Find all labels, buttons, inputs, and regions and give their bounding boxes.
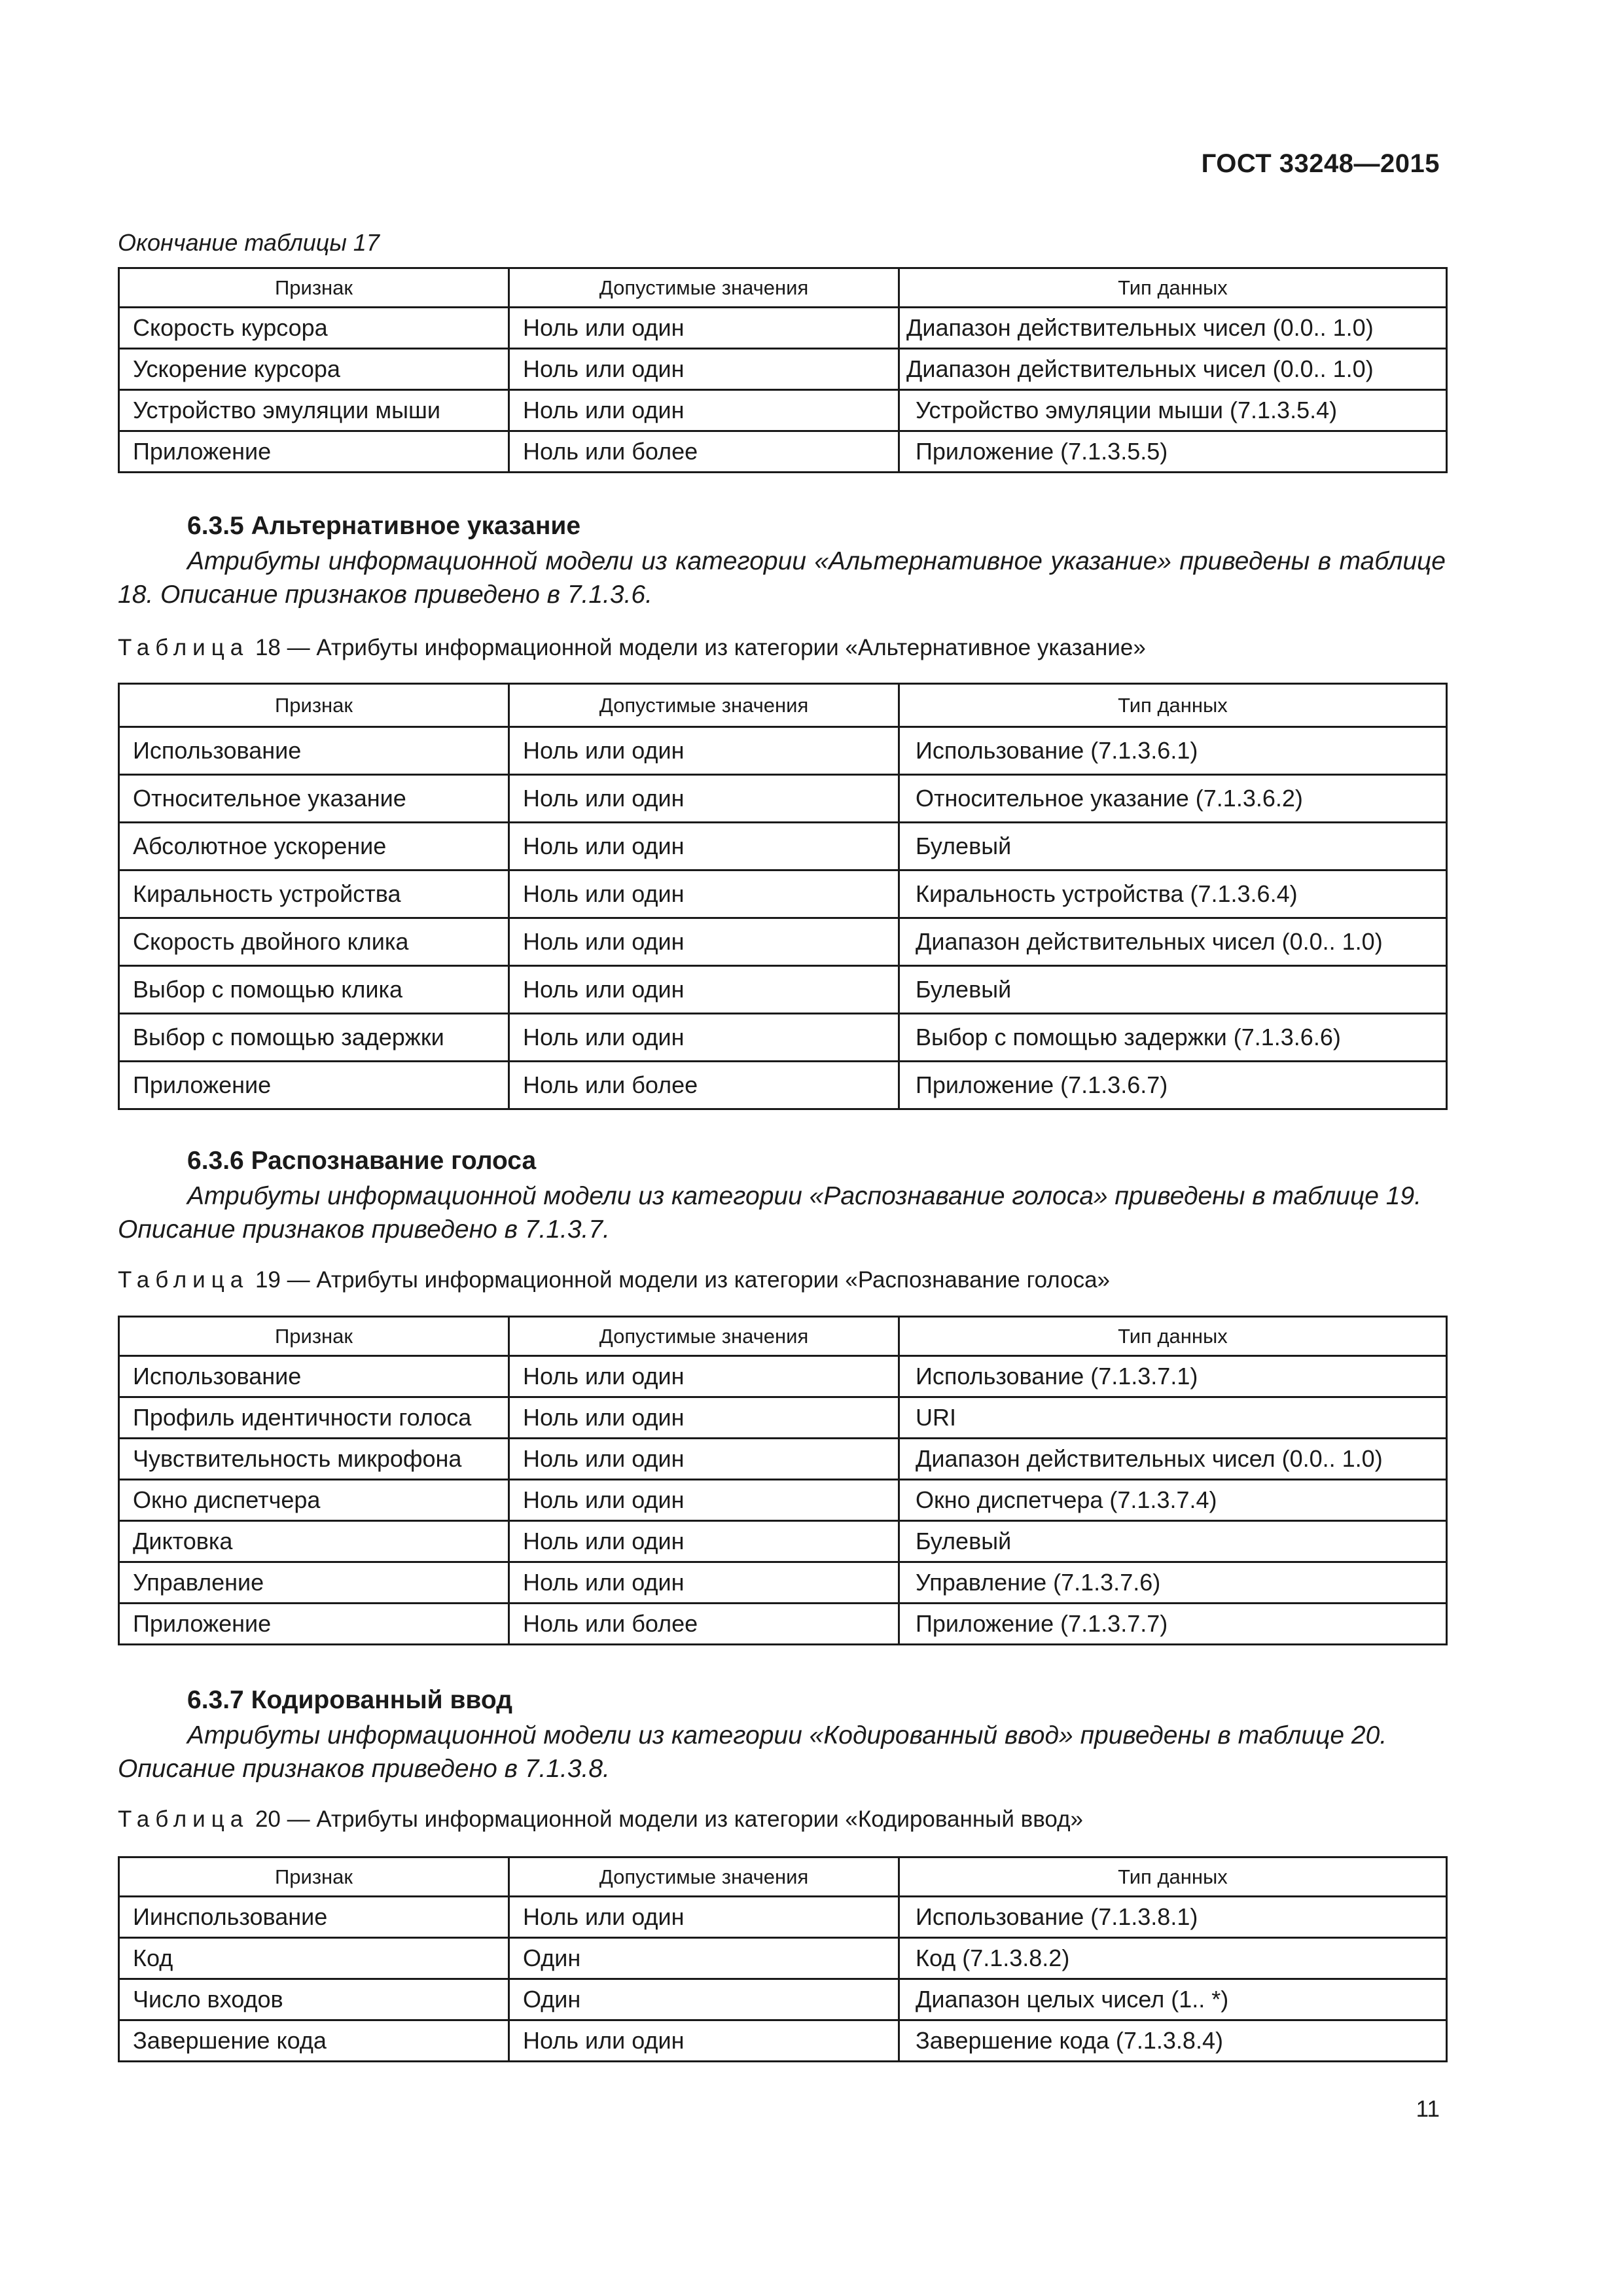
table-cell: Булевый: [899, 966, 1447, 1014]
table-row: [119, 1397, 1447, 1439]
table-caption-text: 19 — Атрибуты информационной модели из категории «Распознавание голоса»: [255, 1267, 1111, 1293]
table-cell: Ноль или один: [509, 966, 899, 1014]
table-cell: Использование (7.1.3.6.1): [899, 727, 1447, 775]
table-cell: Приложение: [119, 1604, 509, 1645]
table-cell: Ноль или один: [509, 1562, 899, 1604]
table-cell: Булевый: [899, 1521, 1447, 1562]
column-header: Признак: [119, 1317, 509, 1356]
table-cell: Диапазон действительных чисел (0.0.. 1.0): [899, 918, 1447, 966]
table-row: [119, 918, 1447, 966]
table-row: [119, 966, 1447, 1014]
table-cell: Приложение (7.1.3.6.7): [899, 1062, 1447, 1109]
table-cell: Абсолютное ускорение: [119, 823, 509, 870]
table-cell: Ноль или один: [509, 727, 899, 775]
table-cell: Ускорение курсора: [119, 349, 509, 390]
table-19: [118, 1316, 1448, 1645]
table-cell: Диапазон действительных чисел (0.0.. 1.0): [899, 349, 1447, 390]
column-header: Тип данных: [899, 684, 1447, 727]
table-cell: Киральность устройства: [119, 870, 509, 918]
table-cell: URI: [899, 1397, 1447, 1439]
table-cell: Код (7.1.3.8.2): [899, 1938, 1447, 1979]
column-header: Тип данных: [899, 1317, 1447, 1356]
table-cell: Ноль или один: [509, 1521, 899, 1562]
table-row: [119, 1604, 1447, 1645]
table-cell: Завершение кода (7.1.3.8.4): [899, 2020, 1447, 2062]
table-cell: Чувствительность микрофона: [119, 1439, 509, 1480]
table-cell: Киральность устройства (7.1.3.6.4): [899, 870, 1447, 918]
table-row: [119, 1356, 1447, 1397]
table-row: [119, 1979, 1447, 2020]
section-title: 6.3.5 Альтернативное указание: [187, 512, 581, 540]
column-header: Допустимые значения: [509, 1857, 899, 1897]
table-cell: Диапазон действительных чисел (0.0.. 1.0): [899, 308, 1447, 349]
table-cell: Иинспользование: [119, 1897, 509, 1938]
table-cell: Ноль или один: [509, 1014, 899, 1062]
table-row: [119, 775, 1447, 823]
table-cell: Приложение (7.1.3.5.5): [899, 431, 1447, 473]
table-17: [118, 267, 1448, 473]
table-cell: Приложение: [119, 1062, 509, 1109]
table-cell: Использование (7.1.3.8.1): [899, 1897, 1447, 1938]
table-caption: [118, 1806, 1083, 1833]
table-cell: Управление: [119, 1562, 509, 1604]
table-18: [118, 683, 1448, 1110]
table-cell: Относительное указание (7.1.3.6.2): [899, 775, 1447, 823]
table-row: [119, 431, 1447, 473]
table-cell: Ноль или один: [509, 390, 899, 431]
table-label: Таблица: [118, 1267, 249, 1293]
table-cell: Ноль или один: [509, 918, 899, 966]
column-header: Допустимые значения: [509, 268, 899, 308]
section-title: 6.3.6 Распознавание голоса: [187, 1147, 537, 1175]
table-cell: Завершение кода: [119, 2020, 509, 2062]
table-cell: Скорость двойного клика: [119, 918, 509, 966]
table-cell: Ноль или один: [509, 870, 899, 918]
table17-caption: Окончание таблицы 17: [118, 229, 380, 256]
table-row: [119, 870, 1447, 918]
table-cell: Диапазон целых чисел (1.. *): [899, 1979, 1447, 2020]
table-cell: Ноль или один: [509, 775, 899, 823]
table-cell: Выбор с помощью клика: [119, 966, 509, 1014]
table-cell: Ноль или более: [509, 1604, 899, 1645]
table-row: [119, 1562, 1447, 1604]
table-row: [119, 2020, 1447, 2062]
table-cell: Булевый: [899, 823, 1447, 870]
table-cell: Число входов: [119, 1979, 509, 2020]
table-cell: Скорость курсора: [119, 308, 509, 349]
table-cell: Ноль или один: [509, 1439, 899, 1480]
table-cell: Окно диспетчера (7.1.3.7.4): [899, 1480, 1447, 1521]
table-row: [119, 1439, 1447, 1480]
section-paragraph: Атрибуты информационной модели из категории «Распознавание голоса» приведены в таблице 19. Описание признаков приведено в 7.1.3.7.: [118, 1182, 1421, 1244]
table-cell: Ноль или один: [509, 308, 899, 349]
column-header: Тип данных: [899, 1857, 1447, 1897]
table-cell: Относительное указание: [119, 775, 509, 823]
table-caption-text: 18 — Атрибуты информационной модели из категории «Альтернативное указание»: [255, 635, 1146, 660]
column-header: Допустимые значения: [509, 1317, 899, 1356]
table-cell: Один: [509, 1979, 899, 2020]
table-row: [119, 349, 1447, 390]
table-label: Таблица: [118, 1806, 249, 1832]
column-header: Признак: [119, 268, 509, 308]
column-header: Допустимые значения: [509, 684, 899, 727]
table-cell: Ноль или один: [509, 349, 899, 390]
table-caption: [118, 635, 1146, 661]
table-20: [118, 1856, 1448, 2062]
section-title: 6.3.7 Кодированный ввод: [187, 1686, 512, 1714]
table-cell: Профиль идентичности голоса: [119, 1397, 509, 1439]
table-cell: Ноль или один: [509, 2020, 899, 2062]
table-cell: Приложение: [119, 431, 509, 473]
table-cell: Диктовка: [119, 1521, 509, 1562]
table-row: [119, 308, 1447, 349]
table-cell: Ноль или один: [509, 1897, 899, 1938]
section-paragraph: Атрибуты информационной модели из категории «Кодированный ввод» приведены в таблице 20. Описание признаков приведено в 7.1.3.8.: [118, 1721, 1387, 1783]
column-header: Признак: [119, 684, 509, 727]
table-cell: Ноль или один: [509, 1480, 899, 1521]
table-row: [119, 1062, 1447, 1109]
page-number: 11: [1416, 2096, 1440, 2122]
column-header: Тип данных: [899, 268, 1447, 308]
table-cell: Устройство эмуляции мыши: [119, 390, 509, 431]
table-row: [119, 1480, 1447, 1521]
table-cell: Диапазон действительных чисел (0.0.. 1.0): [899, 1439, 1447, 1480]
table-row: [119, 1521, 1447, 1562]
table-cell: Выбор с помощью задержки: [119, 1014, 509, 1062]
table-cell: Использование: [119, 1356, 509, 1397]
table-cell: Ноль или один: [509, 1397, 899, 1439]
table-cell: Приложение (7.1.3.7.7): [899, 1604, 1447, 1645]
table-cell: Окно диспетчера: [119, 1480, 509, 1521]
column-header: Признак: [119, 1857, 509, 1897]
table-cell: Управление (7.1.3.7.6): [899, 1562, 1447, 1604]
table-caption: [118, 1267, 1110, 1293]
table-row: [119, 823, 1447, 870]
table-cell: Выбор с помощью задержки (7.1.3.6.6): [899, 1014, 1447, 1062]
table-cell: Ноль или один: [509, 1356, 899, 1397]
table-label: Таблица: [118, 635, 249, 660]
table-cell: Код: [119, 1938, 509, 1979]
table-cell: Ноль или более: [509, 1062, 899, 1109]
table-cell: Ноль или более: [509, 431, 899, 473]
table-row: [119, 390, 1447, 431]
table-cell: Устройство эмуляции мыши (7.1.3.5.4): [899, 390, 1447, 431]
table-cell: Один: [509, 1938, 899, 1979]
table-caption-text: 20 — Атрибуты информационной модели из категории «Кодированный ввод»: [255, 1806, 1083, 1832]
section-paragraph: Атрибуты информационной модели из категории «Альтернативное указание» приведены в таблице 18. Описание признаков приведено в 7.1.3.6.: [118, 547, 1446, 609]
table-cell: Ноль или один: [509, 823, 899, 870]
table-cell: Использование (7.1.3.7.1): [899, 1356, 1447, 1397]
table-row: [119, 1938, 1447, 1979]
table-row: [119, 727, 1447, 775]
table-cell: Использование: [119, 727, 509, 775]
standard-header: ГОСТ 33248—2015: [1201, 149, 1440, 178]
table-row: [119, 1897, 1447, 1938]
table-row: [119, 1014, 1447, 1062]
